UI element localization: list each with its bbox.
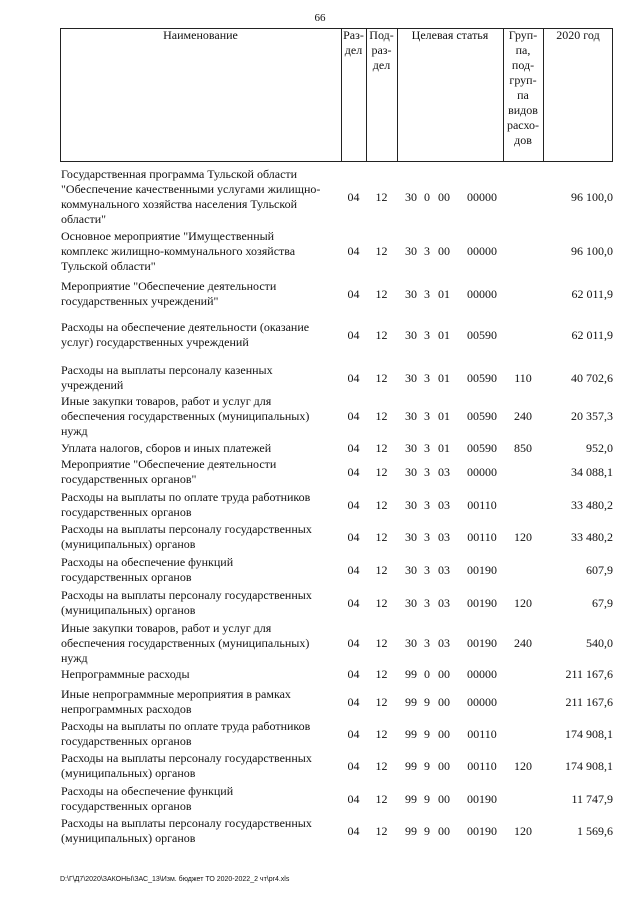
- row-name-line: Расходы на обеспечение функций: [61, 555, 234, 569]
- cell-t4: 00110: [467, 758, 497, 773]
- cell-t3: 00: [438, 694, 450, 709]
- cell-t1: 30: [405, 286, 417, 301]
- file-path-footer: D:\Г\Д7\2020\ЗАКОНЫ\ЗАС_13\Изм. бюджет ТО 2020-2022_2 чт\pr4.xls: [60, 876, 290, 883]
- cell-t1: 30: [405, 409, 417, 423]
- cell-t4: 00590: [467, 441, 497, 455]
- cell-t3: 01: [438, 370, 450, 385]
- cell-p: 12: [375, 464, 388, 479]
- cell-t2: 3: [424, 244, 430, 258]
- cell-r: 04: [347, 595, 360, 610]
- cell-amount-2020: 33 480,2: [571, 529, 613, 544]
- cell-t4: 00190: [467, 636, 497, 650]
- cell-t2: 9: [424, 726, 430, 741]
- cell-p: 12: [375, 595, 388, 610]
- row-name-line: Расходы на выплаты персоналу государственных: [61, 588, 312, 602]
- cell-amount-2020: 62 011,9: [571, 327, 613, 342]
- row-name-line: учреждений: [61, 378, 124, 392]
- row-name-line: Расходы на выплаты персоналу государственных: [61, 816, 312, 830]
- cell-p: 12: [375, 636, 388, 650]
- cell-g: 240: [514, 636, 532, 650]
- cell-t3: 03: [438, 636, 450, 650]
- row-name: [61, 490, 341, 520]
- cell-amount-2020: 11 747,9: [571, 791, 613, 806]
- cell-amount-2020: 33 480,2: [571, 497, 613, 512]
- cell-r: 04: [347, 497, 360, 512]
- cell-t1: 99: [405, 758, 417, 773]
- header-line: расхо-: [506, 118, 540, 132]
- cell-r: 04: [347, 189, 360, 204]
- cell-p: 12: [375, 562, 388, 577]
- header-line: под-: [511, 58, 535, 72]
- header-target-article: Целевая статья: [411, 28, 489, 42]
- header-line: па: [517, 88, 529, 102]
- row-name: [61, 784, 341, 814]
- cell-t4: 00590: [467, 327, 497, 342]
- row-name-line: обеспечения государственных (муниципальных): [61, 409, 310, 423]
- cell-r: 04: [347, 370, 360, 385]
- header-line: видов: [508, 103, 538, 117]
- row-name-line: нужд: [61, 651, 88, 665]
- cell-t1: 30: [405, 464, 417, 479]
- cell-p: 12: [375, 327, 388, 342]
- cell-t4: 00000: [467, 189, 497, 204]
- row-name-line: государственных органов: [61, 505, 192, 519]
- row-name-line: "Обеспечение качественными услугами жилищно-: [61, 182, 321, 196]
- row-name-line: Расходы на обеспечение деятельности (оказание: [61, 320, 310, 334]
- row-name-line: Расходы на обеспечение функций: [61, 784, 234, 798]
- cell-r: 04: [347, 529, 360, 544]
- cell-t3: 00: [438, 244, 450, 258]
- cell-t4: 00190: [467, 562, 497, 577]
- cell-t1: 30: [405, 327, 417, 342]
- header-line: груп-: [509, 73, 537, 87]
- cell-p: 12: [375, 286, 388, 301]
- cell-t1: 99: [405, 823, 417, 838]
- cell-p: 12: [375, 497, 388, 512]
- row-name-line: услуг) государственных учреждений: [61, 335, 249, 349]
- cell-t4: 00190: [467, 595, 497, 610]
- cell-t2: 0: [424, 189, 430, 204]
- cell-t1: 30: [405, 529, 417, 544]
- cell-t1: 30: [405, 636, 417, 650]
- row-name-line: непрограммных расходов: [61, 702, 192, 716]
- row-name-line: (муниципальных) органов: [61, 537, 196, 551]
- cell-t2: 9: [424, 791, 430, 806]
- cell-p: 12: [375, 189, 388, 204]
- cell-p: 12: [375, 667, 388, 681]
- row-name-line: нужд: [61, 424, 88, 438]
- header-expense-group: [503, 28, 543, 162]
- cell-r: 04: [347, 823, 360, 838]
- row-name: [61, 167, 341, 227]
- cell-t2: 3: [424, 529, 430, 544]
- cell-g: 240: [514, 409, 532, 423]
- row-name-line: государственных учреждений": [61, 294, 219, 308]
- row-name-line: государственных органов: [61, 734, 192, 748]
- header-line: дел: [372, 58, 391, 72]
- cell-amount-2020: 20 357,3: [571, 409, 613, 423]
- cell-t2: 0: [424, 667, 430, 681]
- row-name-line: Уплата налогов, сборов и иных платежей: [61, 441, 272, 455]
- cell-r: 04: [347, 464, 360, 479]
- row-name: [61, 320, 341, 350]
- cell-amount-2020: 96 100,0: [571, 244, 613, 258]
- cell-t3: 03: [438, 529, 450, 544]
- cell-t3: 00: [438, 667, 450, 681]
- cell-t1: 30: [405, 595, 417, 610]
- cell-t3: 00: [438, 726, 450, 741]
- header-year: 2020 год: [556, 28, 600, 42]
- cell-t1: 99: [405, 791, 417, 806]
- cell-t3: 01: [438, 327, 450, 342]
- row-name: [61, 667, 341, 682]
- row-name: [61, 816, 341, 846]
- cell-p: 12: [375, 370, 388, 385]
- cell-t4: 00000: [467, 667, 497, 681]
- header-line: Раз-: [343, 28, 364, 42]
- cell-t4: 00000: [467, 244, 497, 258]
- cell-amount-2020: 62 011,9: [571, 286, 613, 301]
- cell-r: 04: [347, 758, 360, 773]
- cell-t4: 00110: [467, 529, 497, 544]
- header-line: па,: [515, 43, 531, 57]
- cell-r: 04: [347, 441, 360, 455]
- cell-amount-2020: 1 569,6: [577, 823, 613, 838]
- header-line: раз-: [371, 43, 392, 57]
- row-name: [61, 279, 341, 309]
- cell-t1: 30: [405, 497, 417, 512]
- row-name-line: Мероприятие "Обеспечение деятельности: [61, 457, 277, 471]
- cell-p: 12: [375, 409, 388, 423]
- cell-r: 04: [347, 327, 360, 342]
- cell-p: 12: [375, 529, 388, 544]
- page-number: 66: [314, 12, 326, 24]
- header-line: Груп-: [508, 28, 538, 42]
- cell-t2: 9: [424, 758, 430, 773]
- cell-r: 04: [347, 636, 360, 650]
- row-name-line: государственных органов": [61, 472, 197, 486]
- row-name-line: области": [61, 212, 107, 226]
- cell-t3: 03: [438, 497, 450, 512]
- cell-r: 04: [347, 562, 360, 577]
- row-name-line: комплекс жилищно-коммунального хозяйства: [61, 244, 296, 258]
- cell-r: 04: [347, 286, 360, 301]
- cell-t3: 00: [438, 823, 450, 838]
- cell-r: 04: [347, 244, 360, 258]
- cell-t2: 9: [424, 823, 430, 838]
- cell-amount-2020: 174 908,1: [565, 758, 613, 773]
- cell-t1: 30: [405, 441, 417, 455]
- row-name-line: Расходы на выплаты по оплате труда работников: [61, 490, 311, 504]
- cell-t2: 9: [424, 694, 430, 709]
- cell-g: 120: [514, 529, 532, 544]
- cell-g: 120: [514, 595, 532, 610]
- header-line: дел: [344, 43, 363, 57]
- cell-t2: 3: [424, 595, 430, 610]
- row-name: [61, 363, 341, 393]
- row-name: [61, 441, 341, 456]
- cell-g: 850: [514, 441, 532, 455]
- row-name: [61, 555, 341, 585]
- row-name: [61, 687, 341, 717]
- row-name-line: Иные закупки товаров, работ и услуг для: [61, 394, 272, 408]
- cell-amount-2020: 952,0: [586, 441, 613, 455]
- cell-p: 12: [375, 791, 388, 806]
- cell-t2: 3: [424, 409, 430, 423]
- cell-t2: 3: [424, 497, 430, 512]
- row-name-line: (муниципальных) органов: [61, 831, 196, 845]
- header-podrazdel: [366, 28, 397, 162]
- row-name-line: государственных органов: [61, 799, 192, 813]
- row-name: [61, 751, 341, 781]
- header-name: Наименование: [163, 28, 238, 42]
- cell-r: 04: [347, 726, 360, 741]
- cell-t4: 00110: [467, 497, 497, 512]
- cell-r: 04: [347, 409, 360, 423]
- cell-t4: 00110: [467, 726, 497, 741]
- row-name: [61, 621, 341, 666]
- row-name-line: коммунального хозяйства населения Тульской: [61, 197, 298, 211]
- cell-t3: 03: [438, 562, 450, 577]
- cell-t1: 30: [405, 370, 417, 385]
- cell-amount-2020: 540,0: [586, 636, 613, 650]
- row-name-line: Государственная программа Тульской области: [61, 167, 298, 181]
- header-line: Под-: [369, 28, 394, 42]
- cell-t1: 99: [405, 667, 417, 681]
- row-name-line: (муниципальных) органов: [61, 603, 196, 617]
- row-name-line: Расходы на выплаты персоналу государственных: [61, 522, 312, 536]
- row-name-line: обеспечения государственных (муниципальных): [61, 636, 310, 650]
- row-name: [61, 719, 341, 749]
- cell-amount-2020: 211 167,6: [565, 667, 613, 681]
- cell-amount-2020: 34 088,1: [571, 464, 613, 479]
- cell-p: 12: [375, 694, 388, 709]
- cell-g: 110: [514, 370, 532, 385]
- row-name-line: государственных органов: [61, 570, 192, 584]
- cell-g: 120: [514, 758, 532, 773]
- cell-t2: 3: [424, 441, 430, 455]
- cell-t3: 01: [438, 286, 450, 301]
- cell-t4: 00190: [467, 823, 497, 838]
- cell-r: 04: [347, 694, 360, 709]
- cell-t1: 30: [405, 244, 417, 258]
- header-line: дов: [514, 133, 532, 147]
- cell-amount-2020: 40 702,6: [571, 370, 613, 385]
- cell-t3: 00: [438, 791, 450, 806]
- cell-r: 04: [347, 791, 360, 806]
- row-name-line: Расходы на выплаты персоналу казенных: [61, 363, 273, 377]
- cell-t1: 30: [405, 189, 417, 204]
- cell-t1: 99: [405, 694, 417, 709]
- row-name: [61, 588, 341, 618]
- row-name-line: Тульской области": [61, 259, 156, 273]
- row-name: [61, 229, 341, 274]
- row-name: [61, 457, 341, 487]
- cell-t3: 01: [438, 441, 450, 455]
- cell-amount-2020: 211 167,6: [565, 694, 613, 709]
- cell-p: 12: [375, 244, 388, 258]
- cell-t3: 00: [438, 189, 450, 204]
- cell-t3: 00: [438, 758, 450, 773]
- cell-t2: 3: [424, 370, 430, 385]
- cell-t2: 3: [424, 562, 430, 577]
- table-header: [60, 28, 613, 162]
- cell-t2: 3: [424, 636, 430, 650]
- row-name-line: Непрограммные расходы: [61, 667, 190, 681]
- cell-t4: 00590: [467, 409, 497, 423]
- row-name-line: Иные закупки товаров, работ и услуг для: [61, 621, 272, 635]
- cell-r: 04: [347, 667, 360, 681]
- cell-t3: 01: [438, 409, 450, 423]
- cell-t4: 00190: [467, 791, 497, 806]
- row-name-line: Мероприятие "Обеспечение деятельности: [61, 279, 277, 293]
- cell-p: 12: [375, 441, 388, 455]
- cell-t1: 30: [405, 562, 417, 577]
- cell-p: 12: [375, 758, 388, 773]
- cell-p: 12: [375, 726, 388, 741]
- cell-t3: 03: [438, 464, 450, 479]
- row-name: [61, 522, 341, 552]
- row-name-line: (муниципальных) органов: [61, 766, 196, 780]
- cell-g: 120: [514, 823, 532, 838]
- cell-t2: 3: [424, 286, 430, 301]
- row-name-line: Иные непрограммные мероприятия в рамках: [61, 687, 291, 701]
- cell-t2: 3: [424, 464, 430, 479]
- cell-amount-2020: 67,9: [592, 595, 613, 610]
- cell-amount-2020: 607,9: [586, 562, 613, 577]
- cell-amount-2020: 96 100,0: [571, 189, 613, 204]
- cell-t2: 3: [424, 327, 430, 342]
- row-name: [61, 394, 341, 439]
- cell-t3: 03: [438, 595, 450, 610]
- cell-p: 12: [375, 823, 388, 838]
- cell-t4: 00590: [467, 370, 497, 385]
- cell-t4: 00000: [467, 464, 497, 479]
- cell-t1: 99: [405, 726, 417, 741]
- cell-t4: 00000: [467, 286, 497, 301]
- row-name-line: Основное мероприятие "Имущественный: [61, 229, 275, 243]
- cell-amount-2020: 174 908,1: [565, 726, 613, 741]
- header-razdel: [341, 28, 366, 162]
- cell-t4: 00000: [467, 694, 497, 709]
- row-name-line: Расходы на выплаты по оплате труда работников: [61, 719, 311, 733]
- row-name-line: Расходы на выплаты персоналу государственных: [61, 751, 312, 765]
